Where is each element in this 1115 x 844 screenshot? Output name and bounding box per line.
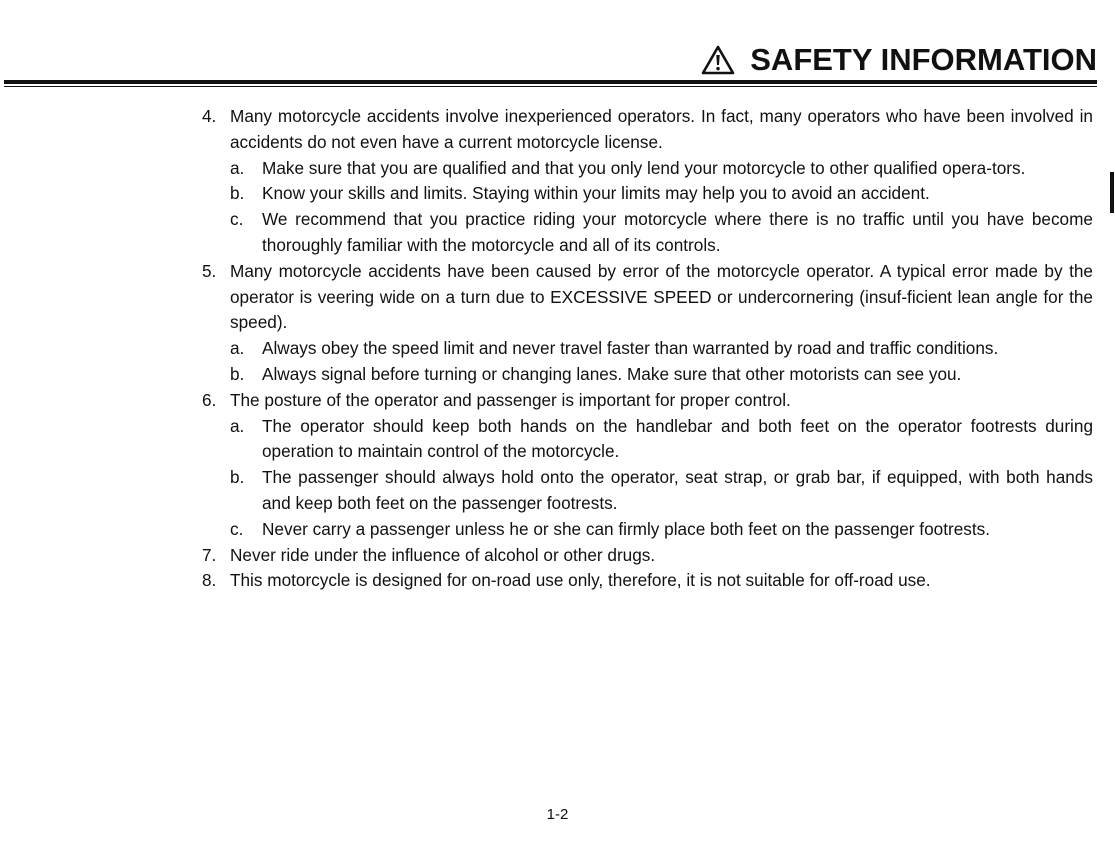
sub-item-text: Always obey the speed limit and never travel faster than warranted by road and traffic conditions.	[262, 338, 999, 359]
list-item-text: This motorcycle is designed for on-road use only, therefore, it is not suitable for off-road use.	[230, 570, 931, 591]
safety-list	[202, 104, 1093, 594]
list-item-text: Never ride under the influence of alcohol or other drugs.	[230, 544, 656, 565]
list-item-6	[202, 388, 1093, 414]
header-rule-thin	[4, 86, 1097, 87]
sub-item-5a	[202, 336, 1093, 362]
list-item-text: The posture of the operator and passenger is important for proper control.	[230, 389, 791, 410]
sub-item-letter: c.	[230, 209, 244, 230]
sub-item-text: The operator should keep both hands on the handlebar and both feet on the operator footrests during operation to maintain control of the motorcycle.	[262, 415, 1093, 462]
list-item-7	[202, 543, 1093, 569]
sub-item-4c	[202, 207, 1093, 259]
chapter-tab-marker	[1110, 172, 1114, 213]
list-item-number: 4.	[202, 106, 217, 126]
sub-item-6c	[202, 517, 1093, 543]
sub-item-letter: c.	[230, 518, 244, 539]
list-item-number: 7.	[202, 544, 217, 565]
list-item-number: 8.	[202, 570, 217, 591]
page-header	[0, 38, 1097, 78]
sub-item-letter: a.	[230, 157, 245, 178]
section-title-text: SAFETY INFORMATION	[750, 42, 1097, 77]
section-title	[700, 42, 1097, 78]
page-number: 1-2	[546, 806, 569, 823]
list-item-text: Many motorcycle accidents have been caused by error of the motorcycle operator. A typical error made by the operator is veering wide on a turn due to EXCESSIVE SPEED or undercornering (insuf-ficient lean angle for the speed).	[230, 260, 1093, 333]
sub-item-letter: b.	[230, 467, 245, 488]
sub-item-text: Never carry a passenger unless he or she can firmly place both feet on the passenger footrests.	[262, 518, 990, 539]
sub-item-text: The passenger should always hold onto the operator, seat strap, or grab bar, if equipped, with both hands and keep both feet on the passenger footrests.	[262, 467, 1093, 513]
list-item-8	[202, 568, 1093, 594]
sub-item-text: We recommend that you practice riding your motorcycle where there is no traffic until you have become thoroughly familiar with the motorcycle and all of its controls.	[262, 209, 1093, 255]
sub-item-text: Always signal before turning or changing lanes. Make sure that other motorists can see you.	[262, 363, 962, 384]
list-item-number: 6.	[202, 389, 217, 410]
sub-item-6a	[202, 414, 1093, 466]
list-item-text: Many motorcycle accidents involve inexperienced operators. In fact, many operators who have been involved in accidents do not even have a current motorcycle license.	[230, 106, 1093, 152]
header-rule-thick	[4, 80, 1097, 84]
sub-item-letter: a.	[230, 415, 245, 436]
sub-item-5b	[202, 362, 1093, 388]
sub-item-6b	[202, 465, 1093, 517]
sub-item-letter: b.	[230, 363, 245, 384]
sub-item-4a	[202, 156, 1093, 182]
list-item-5	[202, 259, 1093, 336]
sub-item-letter: b.	[230, 183, 245, 204]
list-item-4	[202, 104, 1093, 156]
list-item-number: 5.	[202, 260, 217, 281]
sub-item-text: Know your skills and limits. Staying within your limits may help you to avoid an accident.	[262, 183, 930, 204]
sub-item-text: Make sure that you are qualified and that you only lend your motorcycle to other qualified opera-tors.	[262, 157, 1026, 178]
sub-item-4b	[202, 181, 1093, 207]
warning-triangle-icon	[700, 44, 736, 76]
sub-item-letter: a.	[230, 338, 245, 359]
